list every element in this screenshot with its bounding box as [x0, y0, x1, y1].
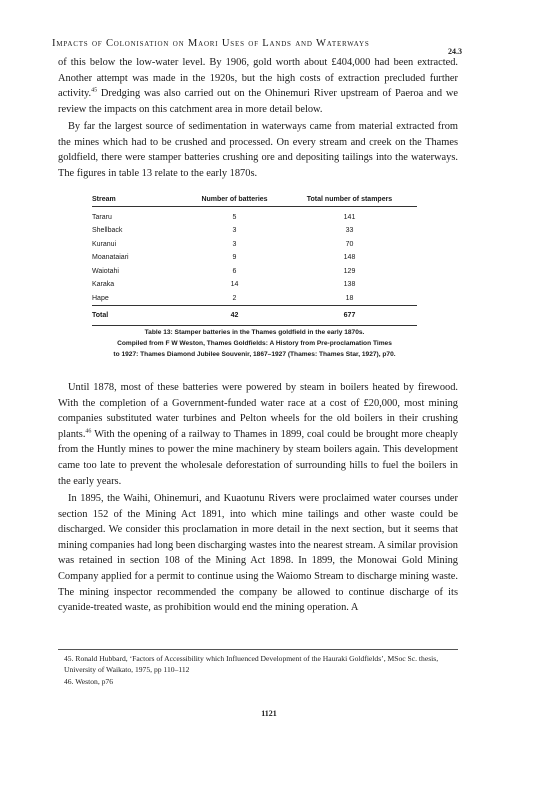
page-number: 1121 — [261, 709, 277, 718]
cell-stream: Kuranui — [92, 240, 117, 248]
footnote-ref-45: 45 — [91, 87, 98, 94]
table-row — [92, 207, 417, 225]
table-row — [92, 224, 417, 238]
paragraph-1 — [58, 55, 458, 117]
cell-batteries: 3 — [232, 227, 237, 235]
table-row — [92, 238, 417, 252]
cell-batteries: 2 — [232, 294, 237, 302]
table-row — [92, 251, 417, 265]
cell-stampers: 18 — [345, 294, 354, 302]
cell-stampers: 33 — [345, 227, 354, 235]
paragraph-3 — [58, 380, 458, 489]
total-label: Total — [92, 306, 187, 326]
footnote-ref-46: 46 — [85, 428, 92, 435]
paragraph-3-text: Until 1878, most of these batteries were powered by steam in boilers heated by firewood. With the completion of a Government-funded water race at a cost of £20,000, most mining companies substituted water turbines and Pelton wheels for the old boilers in their crushing plants. — [58, 382, 458, 440]
cell-stampers: 129 — [343, 267, 356, 275]
footnote-46: 46. Weston, p76 — [64, 677, 114, 686]
cell-batteries: 5 — [232, 213, 237, 221]
running-head: Impacts of Colonisation on Maori Uses of Lands and Waterways — [52, 38, 370, 49]
caption-source: Compiled from F W Weston, Thames Goldfields: A History from Pre-proclamation Times — [117, 340, 392, 348]
cell-stream: Shellback — [92, 227, 123, 235]
cell-stream: Moanataiari — [92, 254, 129, 262]
cell-stampers: 138 — [343, 281, 356, 289]
paragraph-1-text-cont: Dredging was also carried out on the Ohinemuri River upstream of Paeroa and we review the impacts on this catchment area in more detail below. — [58, 88, 458, 115]
column-header-batteries: Number of batteries — [187, 196, 282, 207]
paragraph-2: By far the largest source of sedimentation in waterways came from material extracted from the mines which had to be crushed and processed. On every stream and creek on the Thames goldfield, there were stamper batteries crushing ore and depositing tailings into the waterways. The figures in table 13 relate to the early 1870s. — [58, 121, 458, 179]
cell-stampers: 148 — [343, 254, 356, 262]
paragraph-4: In 1895, the Waihi, Ohinemuri, and Kuaotunu Rivers were proclaimed water courses under section 152 of the Mining Act 1891, into which mine tailings and other waste could be discharged. We consider this proclamation in more detail in the next section, but it seems that mining companies had long been discharging wastes into the nearest stream. A similar provision was retained in section 108 of the Mining Act 1898. In 1899, the Monowai Gold Mining Company applied for a permit to continue using the Waiomo Stream to discharge mining waste. The mining inspector recommended the company be allowed to continue discharge of its cyanide-treated waste, as prohibition would end the mining operation. A — [58, 493, 458, 614]
paragraph-1-text: of this below the low-water level. By 1906, gold worth about £404,000 had been extracted. Another attempt was made in the 1920s, but the high costs of extraction precluded further activity. — [58, 57, 458, 100]
footnote-divider — [58, 649, 458, 650]
cell-batteries: 9 — [232, 254, 237, 262]
cell-batteries: 14 — [230, 281, 239, 289]
total-stampers: 677 — [282, 306, 417, 326]
stamper-table — [92, 196, 417, 326]
cell-stampers: 70 — [345, 240, 354, 248]
section-number: 24.3 — [448, 47, 462, 56]
column-header-stream: Stream — [92, 196, 187, 207]
cell-stream: Tararu — [92, 213, 112, 221]
cell-stampers: 141 — [343, 213, 356, 221]
cell-stream: Hape — [92, 294, 109, 302]
cell-stream: Karaka — [92, 281, 115, 289]
table-caption — [92, 327, 417, 361]
paragraph-3-text-cont: With the opening of a railway to Thames in 1899, coal could be brought more cheaply from the Huntly mines to power the mine machinery by steam boilers again. This development came too late to prevent the wholesale deforestation of surrounding hills to fuel the boilers in the early years. — [58, 428, 458, 487]
caption-source-cont: to 1927: Thames Diamond Jubilee Souvenir, 1867–1927 (Thames: Thames Star, 1927), p70. — [113, 351, 396, 359]
table-row — [92, 265, 417, 279]
cell-stream: Waiotahi — [92, 267, 119, 275]
caption-title: Table 13: Stamper batteries in the Thames goldfield in the early 1870s. — [144, 329, 365, 336]
column-header-stampers: Total number of stampers — [282, 196, 417, 207]
table-total-row — [92, 306, 417, 326]
total-batteries: 42 — [187, 306, 282, 326]
table-header-row — [92, 196, 417, 207]
table-row — [92, 292, 417, 306]
cell-batteries: 3 — [232, 240, 237, 248]
footnote-45: 45. Ronald Hubbard, ‘Factors of Accessibility which Influenced Development of the Hauraki Goldfields’, MSoc Sc. thesis, University of Waikato, 1975, pp 110–112 — [64, 654, 439, 674]
cell-batteries: 6 — [232, 267, 237, 275]
table-row — [92, 278, 417, 292]
